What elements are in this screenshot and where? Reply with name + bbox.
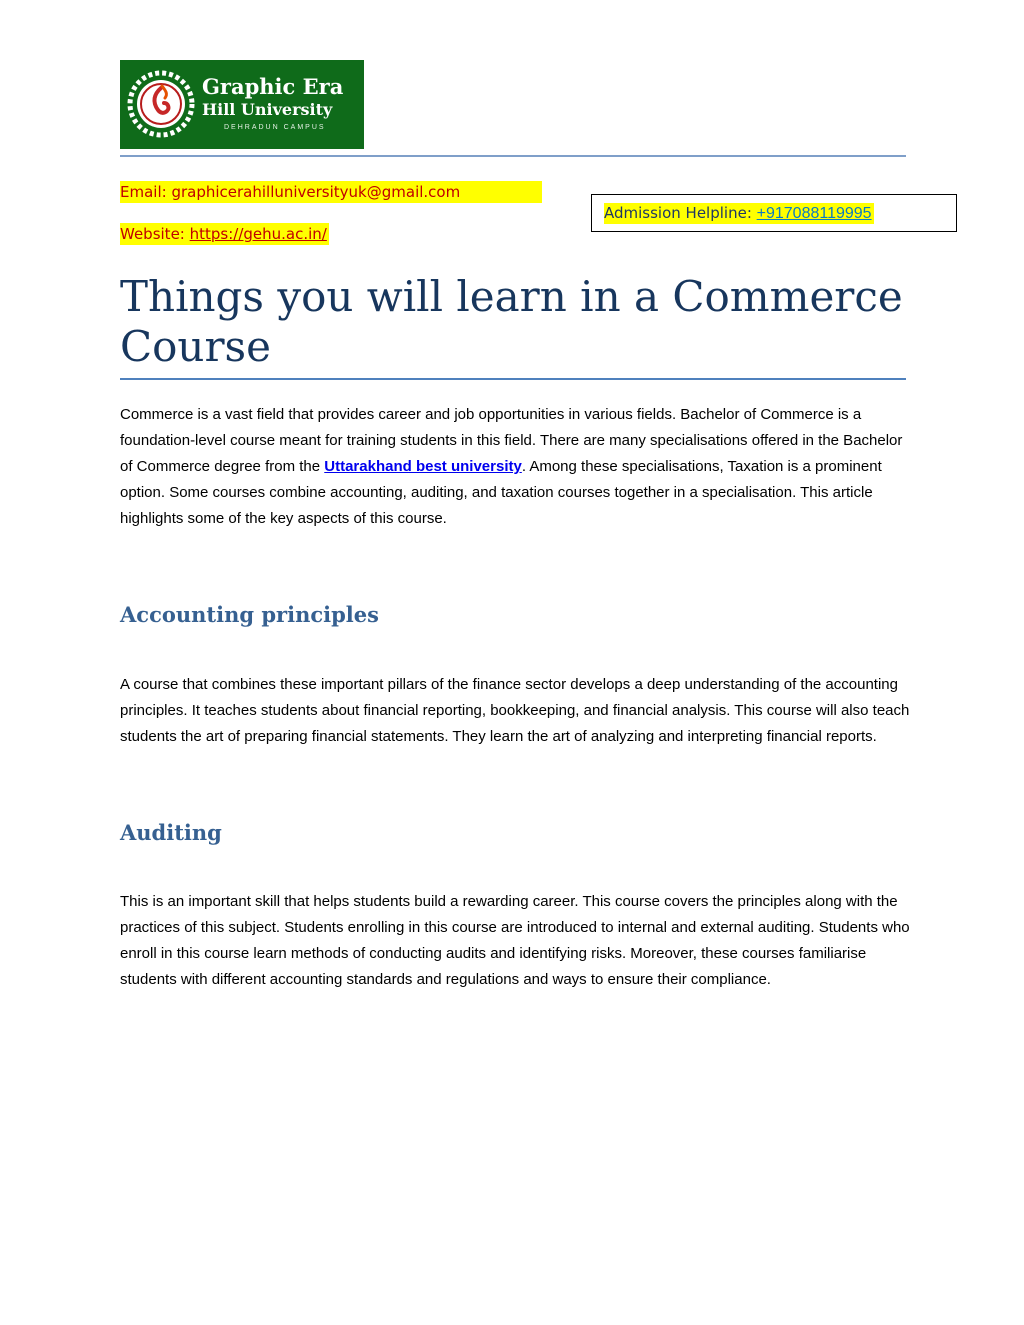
intro-paragraph [120, 402, 910, 532]
section-heading-accounting: Accounting principles [120, 602, 379, 627]
section-body-auditing: This is an important skill that helps students build a rewarding career. This course covers the principles along with the practices of this subject. Students enrolling in this course are introduced to internal and external auditing. Students who enroll in this course learn methods of conducting audits and identifying risks. Moreover, these courses familiarise students with different accounting standards and regulations and ways to ensure their compliance. [120, 893, 910, 988]
uttarakhand-university-link[interactable]: Uttarakhand best university [324, 458, 522, 475]
helpline-label: Admission Helpline: [604, 204, 757, 222]
section-body-accounting: A course that combines these important pillars of the finance sector develops a deep understanding of the accounting principles. It teaches students about financial reporting, bookkeeping, and financial analysis. This course will also teach students the art of preparing financial statements. They learn the art of analyzing and interpreting financial reports. [120, 676, 910, 745]
university-logo [120, 60, 364, 149]
title-divider [120, 378, 906, 380]
helpline-number-link[interactable]: +917088119995 [756, 205, 872, 222]
header-divider [120, 155, 906, 157]
intro-text-before: Commerce is a vast field that provides career and job opportunities in various fields. Bachelor of Commerce is a foundation-level course meant for training students in this field. There are many specialisations offered in the Bachelor of Commerce degree from the [120, 406, 903, 475]
page-title: Things you will learn in a Commerce Course [120, 272, 903, 371]
section-heading-auditing: Auditing [120, 820, 222, 845]
logo-line-2: Hill University [202, 100, 333, 119]
contact-email: Email: graphicerahilluniversityuk@gmail.com [120, 181, 542, 203]
admission-helpline-box [591, 194, 957, 232]
university-seal-icon [126, 66, 196, 142]
logo-line-1: Graphic Era [202, 74, 344, 99]
website-label: Website: [120, 225, 190, 243]
logo-line-3: DEHRADUN CAMPUS [224, 124, 326, 131]
contact-website [120, 223, 329, 245]
website-link[interactable]: https://gehu.ac.in/ [189, 225, 327, 243]
intro-text-after: . Among these specialisations, Taxation is a prominent option. Some courses combine accounting, auditing, and taxation courses together in a specialisation. This article highlights some of the key aspects of this course. [120, 458, 882, 527]
admission-helpline [604, 203, 874, 224]
